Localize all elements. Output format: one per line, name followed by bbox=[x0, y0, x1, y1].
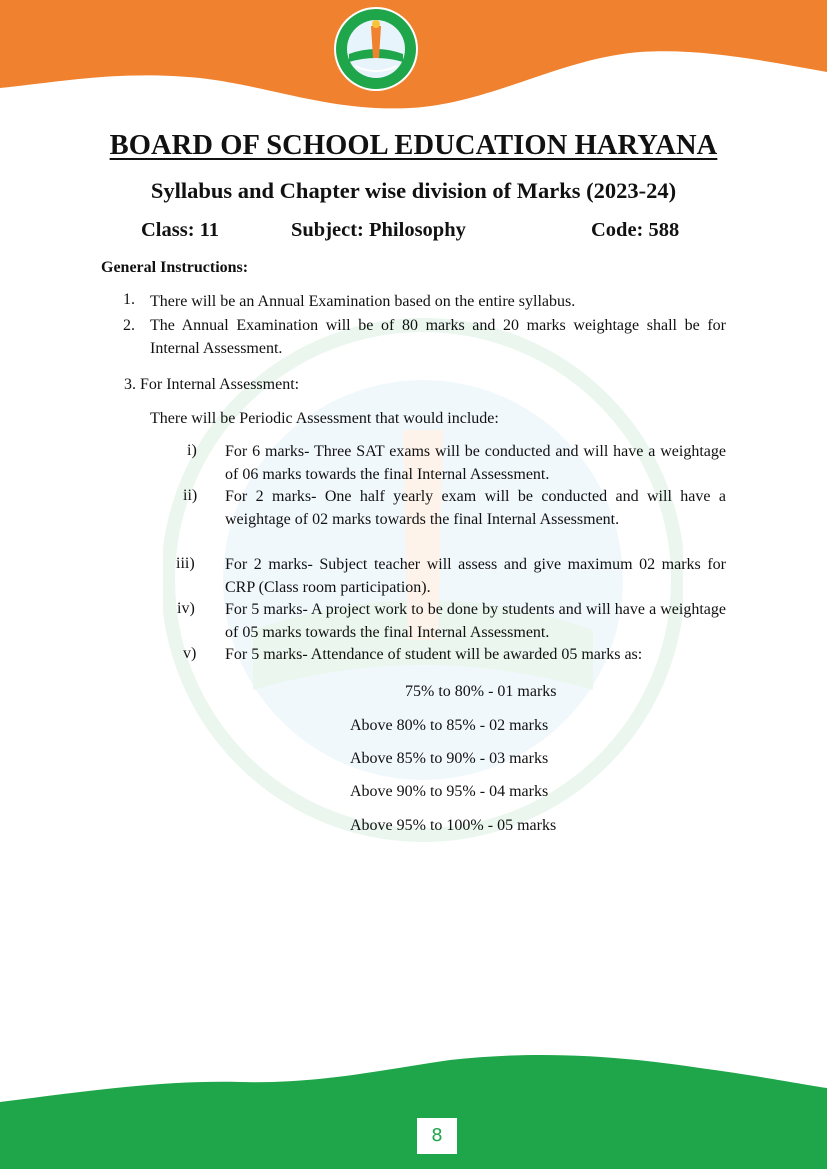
page-subtitle: Syllabus and Chapter wise division of Marks (2023-24) bbox=[150, 178, 677, 203]
assessment-item: For 5 marks- A project work to be done by students and will have a weightage of 05 marks towards the final Internal Assessment. bbox=[225, 601, 726, 641]
item-number: i) bbox=[187, 442, 197, 459]
item-number: v) bbox=[183, 645, 197, 662]
internal-assessment-heading: 3. For Internal Assessment: bbox=[124, 376, 300, 393]
page-number: 8 bbox=[416, 1117, 458, 1155]
item-number: ii) bbox=[183, 487, 198, 504]
attendance-row: Above 80% to 85% - 02 marks bbox=[350, 717, 549, 734]
item-number: iii) bbox=[176, 555, 195, 572]
attendance-row: 75% to 80% - 01 marks bbox=[405, 683, 557, 700]
bottom-green-wave bbox=[0, 1055, 827, 1169]
code-label: Code: 588 bbox=[591, 219, 680, 241]
assessment-item: For 2 marks- Subject teacher will assess and give maximum 02 marks for CRP (Class room participation). bbox=[225, 556, 726, 596]
assessment-item: For 2 marks- One half yearly exam will be conducted and will have a weightage of 02 marks towards the final Internal Assessment. bbox=[225, 488, 726, 528]
instruction-item: The Annual Examination will be of 80 marks and 20 marks weightage shall be for Internal Assessment. bbox=[150, 317, 726, 357]
internal-assessment-intro: There will be Periodic Assessment that would include: bbox=[150, 410, 499, 427]
item-number: iv) bbox=[177, 600, 195, 617]
attendance-row: Above 95% to 100% - 05 marks bbox=[350, 817, 557, 834]
assessment-item: For 6 marks- Three SAT exams will be conducted and will have a weightage of 06 marks towards the final Internal Assessment. bbox=[225, 443, 726, 483]
attendance-row: Above 85% to 90% - 03 marks bbox=[350, 750, 549, 767]
subject-label: Subject: Philosophy bbox=[291, 219, 466, 241]
general-instructions-heading: General Instructions: bbox=[101, 259, 249, 276]
page-title: BOARD OF SCHOOL EDUCATION HARYANA bbox=[109, 130, 718, 161]
attendance-row: Above 90% to 95% - 04 marks bbox=[350, 783, 549, 800]
instruction-item: There will be an Annual Examination based on the entire syllabus. bbox=[150, 293, 576, 310]
board-seal-logo bbox=[333, 6, 419, 92]
class-label: Class: 11 bbox=[141, 219, 220, 241]
assessment-item: For 5 marks- Attendance of student will be awarded 05 marks as: bbox=[225, 646, 643, 663]
item-number: 1. bbox=[123, 291, 135, 308]
item-number: 2. bbox=[123, 317, 135, 334]
